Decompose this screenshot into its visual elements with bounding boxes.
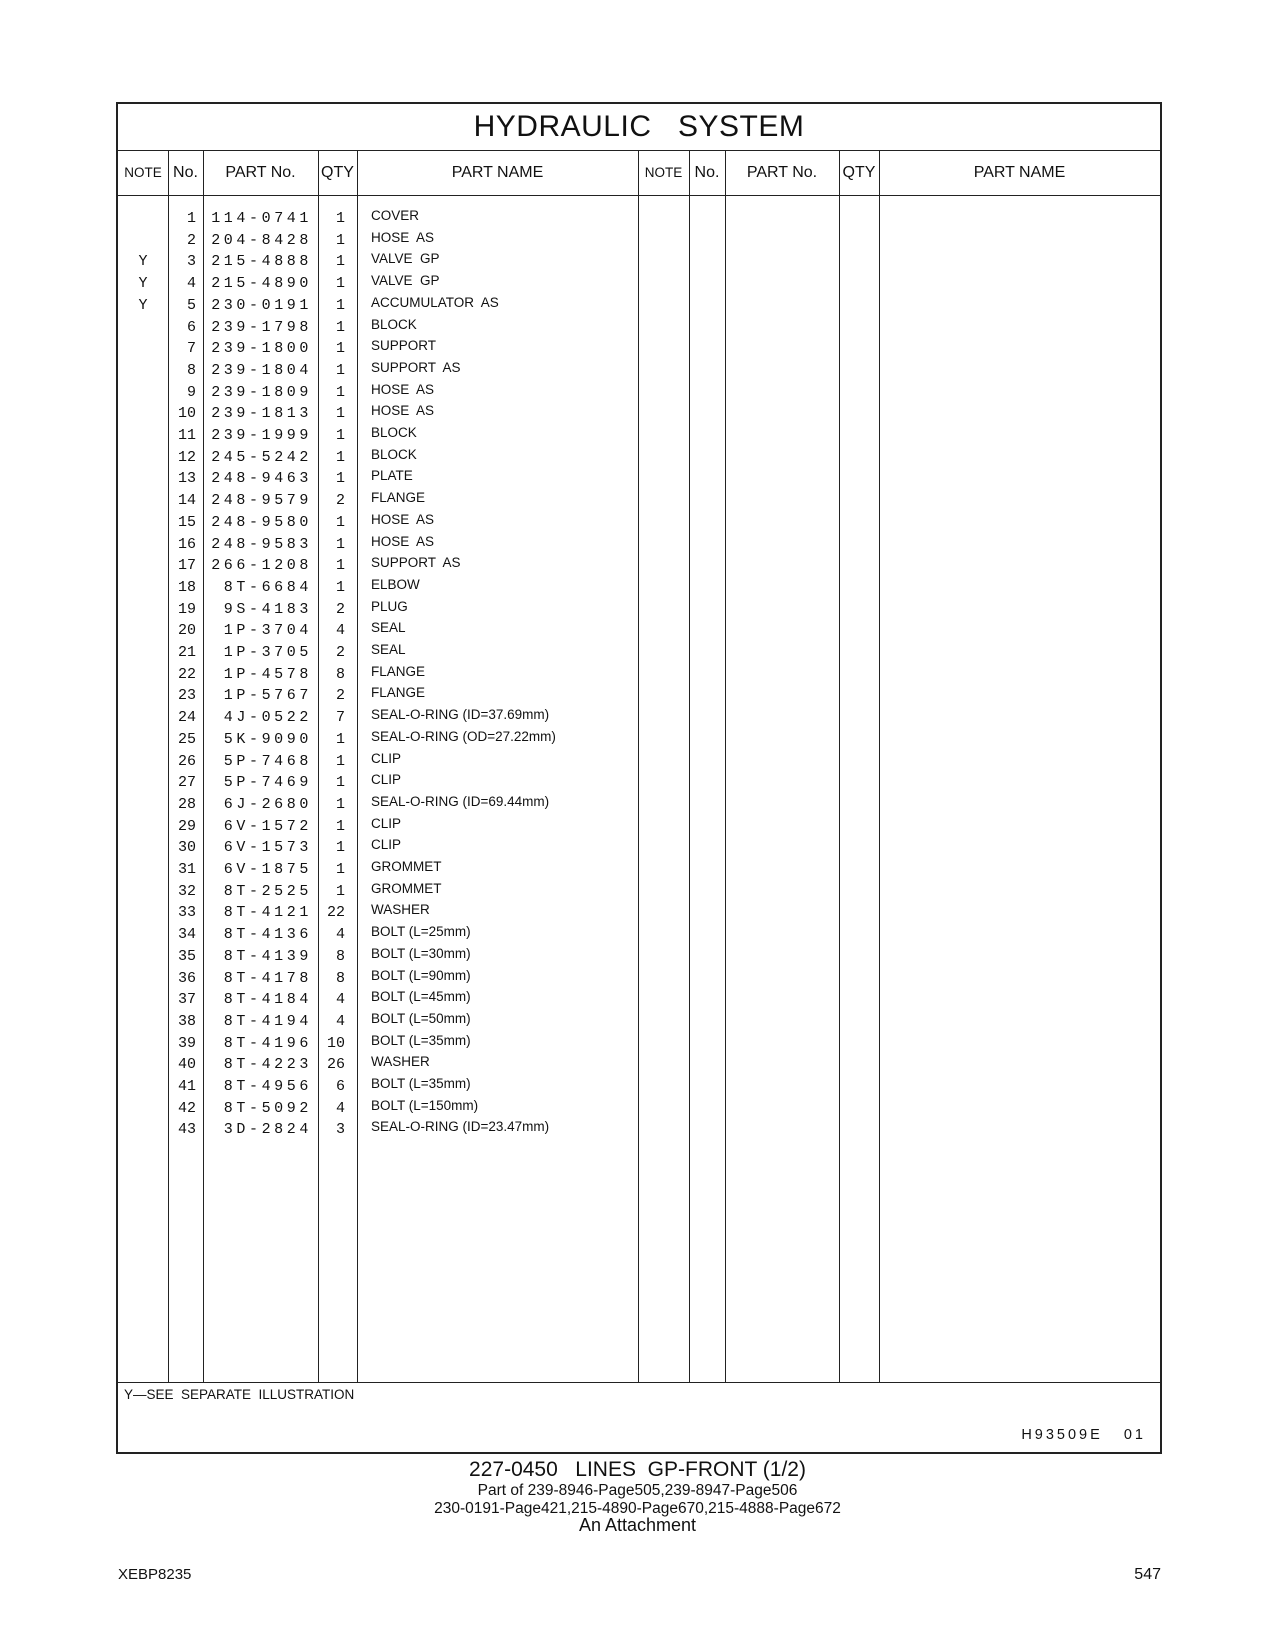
table-row (118, 295, 678, 316)
row-part-number: 6V-1572 (223, 817, 312, 835)
table-row (118, 968, 678, 989)
row-number: 18 (177, 578, 196, 596)
row-part-name: BOLT (L=150mm) (371, 1097, 479, 1113)
row-part-name: SEAL-O-RING (ID=23.47mm) (371, 1119, 550, 1135)
row-number: 11 (177, 427, 196, 444)
row-quantity: 1 (335, 253, 345, 271)
page-title: HYDRAULIC SYSTEM (473, 110, 805, 143)
row-part-name: HOSE AS (371, 403, 435, 419)
table-row (118, 425, 678, 446)
row-part-number: 248-9583 (211, 535, 312, 553)
row-part-name: SEAL-O-RING (ID=69.44mm) (371, 793, 550, 809)
table-row (118, 1076, 678, 1097)
title-row (118, 104, 1160, 151)
row-part-number: 248-9463 (211, 470, 312, 488)
row-number: 35 (177, 947, 196, 965)
header-no-left: No. (173, 164, 198, 181)
row-number: 2 (186, 231, 196, 249)
row-part-number: 8T-4121 (223, 904, 312, 922)
table-row (118, 338, 678, 359)
row-quantity: 8 (335, 969, 345, 987)
table-row (118, 512, 678, 533)
row-part-name: BOLT (L=90mm) (371, 967, 471, 983)
row-part-number: 239-1798 (211, 318, 312, 336)
footnote: Y—SEE SEPARATE ILLUSTRATION (124, 1387, 355, 1402)
caption-reference-2: 230-0191-Page421,215-4890-Page670,215-4888-Page672 (434, 1500, 841, 1517)
row-part-number: 245-5242 (211, 448, 312, 466)
row-part-number: 239-1800 (211, 340, 312, 358)
row-part-name: BLOCK (371, 446, 417, 462)
row-part-name: CLIP (371, 837, 402, 853)
row-part-name: SEAL (371, 620, 406, 636)
row-part-number: 8T-4184 (223, 991, 312, 1009)
column-divider (725, 150, 726, 1382)
table-row (118, 534, 678, 555)
row-number: 5 (186, 296, 196, 314)
caption-reference-1: Part of 239-8946-Page505,239-8947-Page506 (477, 1482, 798, 1499)
row-number: 3 (186, 253, 196, 271)
row-quantity: 2 (335, 644, 345, 661)
row-part-name: FLANGE (371, 663, 426, 679)
table-row (118, 642, 678, 663)
row-quantity: 4 (335, 1099, 345, 1117)
row-part-number: 6V-1573 (223, 839, 312, 857)
row-part-name: ELBOW (371, 576, 420, 592)
header-part-name-left: PART NAME (451, 164, 544, 181)
row-part-name: SEAL (371, 642, 406, 657)
row-part-name: SUPPORT AS (371, 555, 461, 571)
row-part-number: 248-9579 (211, 492, 312, 510)
table-row (118, 729, 678, 750)
table-row (118, 360, 678, 381)
caption-title: 227-0450 LINES GP-FRONT (1/2) (469, 1458, 806, 1481)
row-part-number: 1P-3704 (223, 622, 312, 640)
header-part-name-right: PART NAME (973, 164, 1066, 181)
row-part-name: BOLT (L=50mm) (371, 1010, 471, 1026)
row-number: 34 (177, 926, 196, 944)
row-quantity: 4 (335, 991, 345, 1009)
table-row (118, 1011, 678, 1032)
row-part-name: FLANGE (371, 685, 426, 701)
row-number: 33 (177, 904, 196, 922)
header-part-no-right: PART No. (746, 164, 818, 181)
row-part-name: BLOCK (371, 425, 417, 440)
row-part-name: HOSE AS (371, 511, 435, 527)
row-quantity: 3 (335, 1121, 345, 1139)
row-part-name: CLIP (371, 750, 402, 766)
row-part-number: 8T-2525 (223, 882, 312, 900)
row-part-name: BOLT (L=35mm) (371, 1076, 471, 1091)
table-row (118, 816, 678, 837)
row-part-name: PLUG (371, 598, 408, 614)
row-part-name: WASHER (371, 902, 430, 918)
row-part-number: 8T-4194 (223, 1012, 312, 1030)
row-part-number: 6V-1875 (223, 861, 312, 878)
row-quantity: 1 (335, 882, 345, 900)
document-id: XEBP8235 (118, 1566, 192, 1583)
row-number: 6 (186, 318, 196, 336)
row-number: 14 (177, 492, 196, 510)
row-part-number: 239-1809 (211, 383, 312, 401)
row-part-name: HOSE AS (371, 533, 435, 549)
row-number: 42 (177, 1099, 196, 1117)
table-row (118, 317, 678, 338)
row-quantity: 1 (335, 557, 345, 575)
row-part-name: BOLT (L=25mm) (371, 924, 471, 940)
row-part-name: SUPPORT AS (371, 359, 461, 375)
row-number: 38 (177, 1012, 196, 1030)
row-part-name: BOLT (L=35mm) (371, 1032, 471, 1048)
row-number: 32 (177, 882, 196, 900)
row-part-name: CLIP (371, 772, 402, 788)
table-row (118, 707, 678, 728)
row-part-number: 8T-4139 (223, 947, 312, 965)
row-part-number: 1P-4578 (223, 665, 312, 683)
row-part-number: 8T-5092 (223, 1099, 312, 1117)
table-row (118, 1119, 678, 1140)
row-part-number: 230-0191 (211, 296, 312, 314)
row-number: 37 (177, 991, 196, 1009)
row-quantity: 8 (335, 665, 345, 683)
row-quantity: 1 (335, 340, 345, 358)
row-number: 13 (177, 470, 196, 488)
table-row (118, 490, 678, 511)
row-number: 21 (177, 644, 196, 661)
row-note: Y (138, 275, 148, 293)
row-quantity: 1 (335, 405, 345, 423)
row-quantity: 2 (335, 492, 345, 510)
table-row (118, 599, 678, 620)
row-quantity: 1 (335, 448, 345, 466)
row-quantity: 1 (335, 427, 345, 444)
row-part-name: CLIP (371, 815, 402, 831)
row-quantity: 1 (335, 795, 345, 813)
row-quantity: 7 (335, 709, 345, 727)
row-number: 16 (177, 535, 196, 553)
row-quantity: 2 (335, 600, 345, 618)
table-row (118, 1033, 678, 1054)
row-part-number: 8T-4178 (223, 969, 312, 987)
row-part-number: 239-1813 (211, 405, 312, 423)
table-row (118, 577, 678, 598)
row-part-name: SUPPORT (371, 338, 437, 354)
row-number: 23 (177, 687, 196, 705)
row-part-number: 9S-4183 (223, 600, 312, 618)
row-number: 41 (177, 1078, 196, 1095)
header-qty-left: QTY (321, 164, 354, 181)
row-quantity: 8 (335, 947, 345, 965)
row-part-name: COVER (371, 208, 420, 223)
row-quantity: 1 (335, 383, 345, 401)
row-note: Y (138, 253, 148, 271)
row-part-number: 5K-9090 (223, 730, 312, 748)
row-number: 17 (177, 557, 196, 575)
row-number: 36 (177, 969, 196, 987)
row-number: 19 (177, 600, 196, 618)
row-part-number: 204-8428 (211, 231, 312, 249)
row-number: 27 (177, 774, 196, 792)
footer-divider (118, 1382, 1160, 1383)
row-quantity: 6 (335, 1078, 345, 1095)
row-part-number: 6J-2680 (223, 795, 312, 813)
parts-table (116, 102, 1162, 1454)
row-part-number: 1P-3705 (223, 644, 312, 661)
table-row (118, 382, 678, 403)
header-note-right: NOTE (644, 165, 683, 180)
row-part-name: PLATE (371, 468, 413, 484)
row-number: 26 (177, 752, 196, 770)
row-part-name: ACCUMULATOR AS (371, 294, 499, 310)
table-row (118, 685, 678, 706)
row-quantity: 4 (335, 926, 345, 944)
row-part-number: 1P-5767 (223, 687, 312, 705)
table-row (118, 555, 678, 576)
row-number: 29 (177, 817, 196, 835)
row-part-number: 266-1208 (211, 557, 312, 575)
row-quantity: 10 (326, 1034, 345, 1052)
row-part-name: BLOCK (371, 316, 417, 332)
row-quantity: 1 (335, 861, 345, 878)
table-row (118, 794, 678, 815)
row-part-name: BOLT (L=30mm) (371, 945, 471, 961)
row-quantity: 2 (335, 687, 345, 705)
row-number: 8 (186, 361, 196, 379)
row-part-name: VALVE GP (371, 273, 440, 289)
row-quantity: 1 (335, 513, 345, 531)
row-part-number: 8T-4136 (223, 926, 312, 944)
row-part-name: SEAL-O-RING (ID=37.69mm) (371, 707, 550, 723)
table-row (118, 881, 678, 902)
row-quantity: 1 (335, 361, 345, 379)
row-number: 20 (177, 622, 196, 640)
row-part-name: VALVE GP (371, 251, 440, 267)
table-row (118, 273, 678, 294)
row-quantity: 1 (335, 535, 345, 553)
row-part-name: GROMMET (371, 880, 442, 896)
row-part-name: WASHER (371, 1054, 430, 1070)
row-number: 4 (186, 275, 196, 293)
row-part-number: 239-1804 (211, 361, 312, 379)
row-part-name: FLANGE (371, 490, 426, 506)
row-part-number: 5P-7469 (223, 774, 312, 792)
page-number: 547 (1134, 1566, 1161, 1583)
header-part-no-left: PART No. (225, 164, 296, 181)
table-row (118, 447, 678, 468)
row-note: Y (138, 296, 148, 314)
row-part-number: 239-1999 (211, 427, 312, 444)
row-part-number: 215-4888 (211, 253, 312, 271)
table-row (118, 208, 678, 229)
row-part-number: 8T-4956 (223, 1078, 312, 1095)
table-row (118, 230, 678, 251)
row-number: 43 (177, 1121, 196, 1139)
row-quantity: 4 (335, 1012, 345, 1030)
row-number: 1 (186, 210, 196, 227)
row-quantity: 22 (326, 904, 345, 922)
row-quantity: 1 (335, 231, 345, 249)
header-qty-right: QTY (842, 164, 876, 181)
row-part-name: HOSE AS (371, 229, 435, 245)
row-part-name: HOSE AS (371, 381, 435, 397)
table-row (118, 403, 678, 424)
row-quantity: 1 (335, 774, 345, 792)
row-number: 31 (177, 861, 196, 878)
row-number: 24 (177, 709, 196, 727)
row-part-number: 248-9580 (211, 513, 312, 531)
table-row (118, 902, 678, 923)
table-row (118, 468, 678, 489)
row-number: 30 (177, 839, 196, 857)
row-quantity: 1 (335, 470, 345, 488)
table-row (118, 1054, 678, 1075)
row-number: 39 (177, 1034, 196, 1052)
row-part-name: BOLT (L=45mm) (371, 989, 471, 1005)
row-part-number: 5P-7468 (223, 752, 312, 770)
row-quantity: 1 (335, 730, 345, 748)
column-divider (839, 150, 840, 1382)
row-part-number: 3D-2824 (223, 1121, 312, 1139)
row-quantity: 1 (335, 839, 345, 857)
row-quantity: 1 (335, 578, 345, 596)
row-number: 40 (177, 1056, 196, 1074)
header-row (118, 150, 1160, 196)
row-quantity: 1 (335, 752, 345, 770)
row-quantity: 26 (326, 1056, 345, 1074)
caption-subtitle: An Attachment (578, 1515, 697, 1535)
table-row (118, 664, 678, 685)
row-quantity: 1 (335, 296, 345, 314)
row-number: 15 (177, 513, 196, 531)
table-row (118, 772, 678, 793)
header-no-right: No. (694, 164, 720, 181)
row-part-number: 4J-0522 (223, 709, 312, 727)
header-note-left: NOTE (124, 165, 162, 180)
row-number: 12 (177, 448, 196, 466)
row-number: 22 (177, 665, 196, 683)
illustration-code: H93509E 01 (1021, 1427, 1146, 1443)
table-row (118, 924, 678, 945)
row-number: 7 (186, 340, 196, 358)
row-number: 28 (177, 795, 196, 813)
table-row (118, 251, 678, 272)
table-row (118, 1098, 678, 1119)
table-row (118, 620, 678, 641)
column-divider (689, 150, 690, 1382)
row-number: 25 (177, 730, 196, 748)
row-part-name: SEAL-O-RING (OD=27.22mm) (371, 728, 556, 744)
table-row (118, 837, 678, 858)
row-number: 10 (177, 405, 196, 423)
row-quantity: 1 (335, 275, 345, 293)
row-quantity: 1 (335, 817, 345, 835)
row-part-number: 215-4890 (211, 275, 312, 293)
table-row (118, 946, 678, 967)
column-divider (879, 150, 880, 1382)
row-quantity: 4 (335, 622, 345, 640)
row-part-number: 8T-6684 (223, 578, 312, 596)
table-row (118, 751, 678, 772)
row-quantity: 1 (335, 210, 345, 227)
row-part-number: 8T-4196 (223, 1034, 312, 1052)
table-row (118, 989, 678, 1010)
table-row (118, 859, 678, 880)
row-part-name: GROMMET (371, 859, 442, 874)
row-quantity: 1 (335, 318, 345, 336)
row-part-number: 114-0741 (211, 210, 312, 227)
row-part-number: 8T-4223 (223, 1056, 312, 1074)
row-number: 9 (186, 383, 196, 401)
